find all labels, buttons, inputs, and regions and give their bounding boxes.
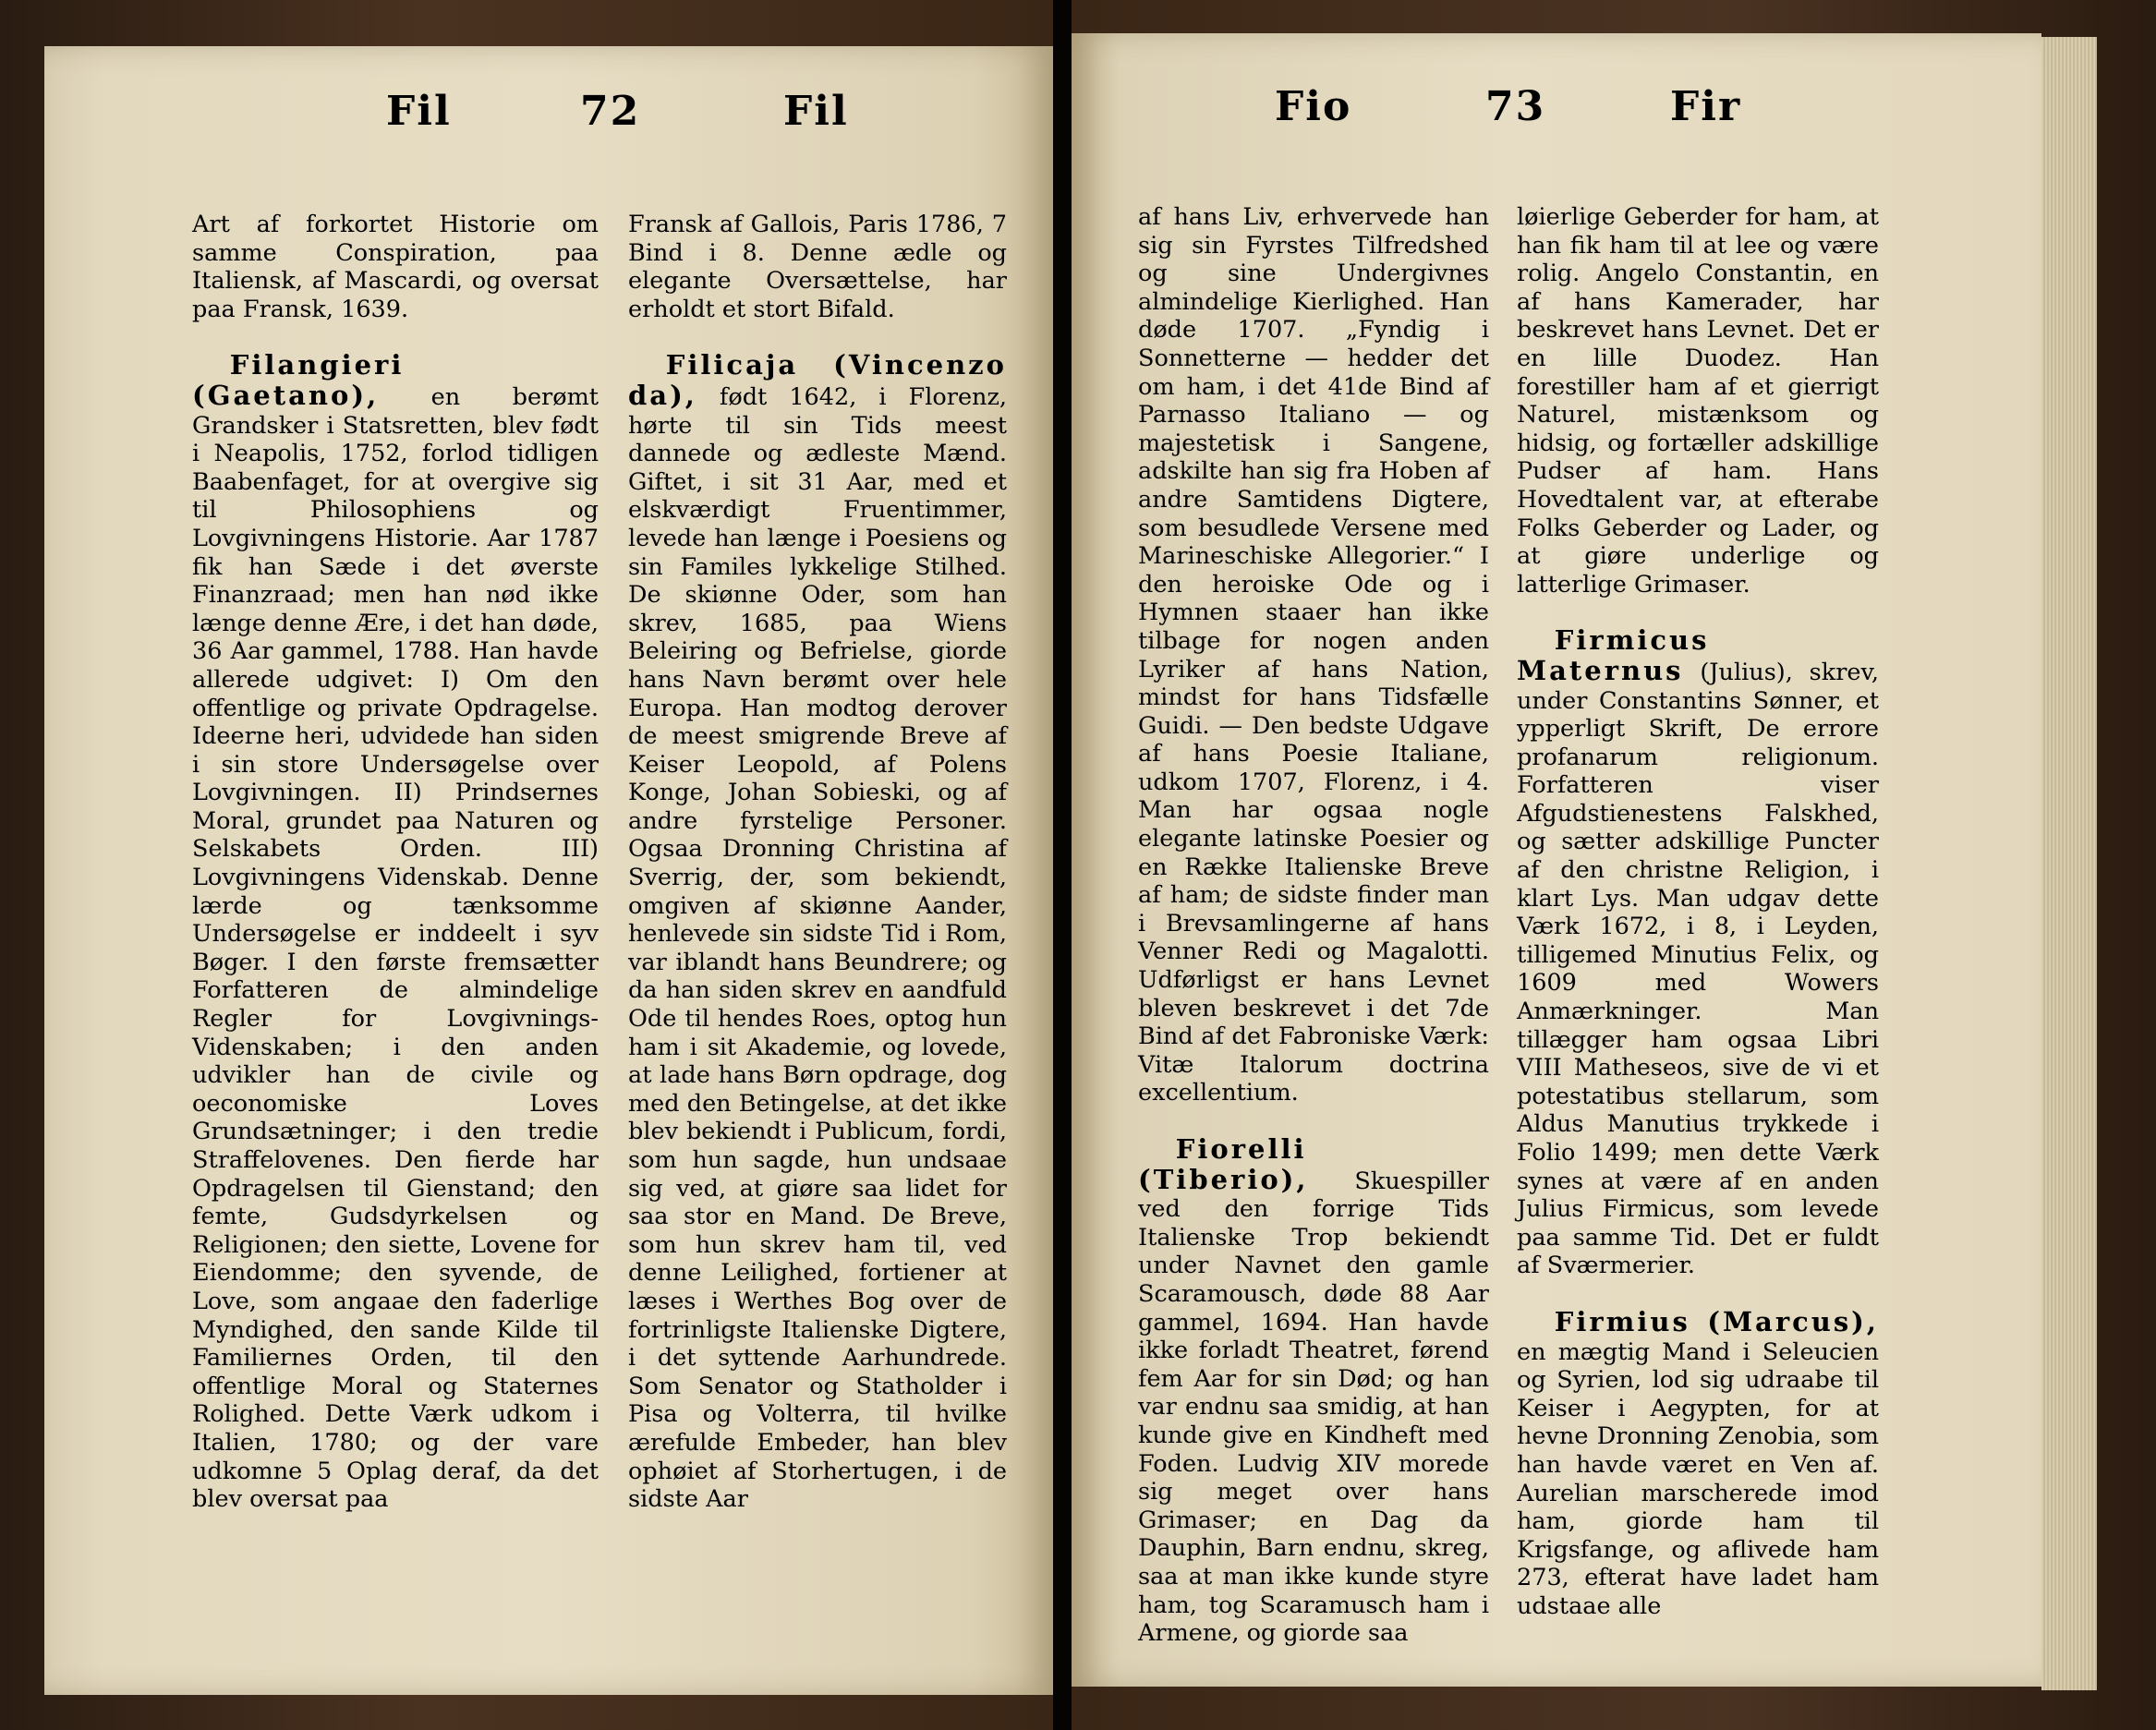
entry-heading: Firmius (Marcus), (1554, 1305, 1879, 1337)
entry-heading: Fiorelli (Tiberio), (1138, 1133, 1309, 1195)
right-page-column-1 (1138, 203, 1489, 1676)
entry-fiorelli (1138, 1135, 1489, 1648)
entry-heading: Firmicus Maternus (1517, 624, 1710, 686)
paragraph-continued: Fransk af Gallois, Paris 1786, 7 Bind i 8. Denne ædle og elegante Oversættelse, har erholdt et stort Bifald. (628, 211, 1007, 323)
entry-filicaja (628, 351, 1007, 1513)
entry-body: Skuespiller ved den forrige Tids Italienske Trop bekiendt under Navnet den gamle Scaramousch, døde 88 Aar gammel, 1694. Han havde ikke forladt Theatret, førend fem Aar for sin Død; og han var endnu saa smidig, at han kunde give en Kindheft med Foden. Ludvig XIV morede sig meget over hans Grimaser; en Dag da Dauphin, Barn endnu, skreg, saa at man ikke kunde styre ham, tog Scaramusch ham i Armene, og giorde saa (1138, 1167, 1489, 1648)
entry-firmicus-maternus (1517, 626, 1879, 1280)
paragraph-continued: Art af forkortet Historie om samme Conspiration, paa Italiensk, af Mascardi, og oversat paa Fransk, 1639. (192, 211, 599, 323)
left-page-number: 72 (580, 88, 641, 135)
entry-body: født 1642, i Florenz, hørte til sin Tids meest dannede og ædleste Mænd. Giftet, i sit 31 Aar, med et elskværdigt Fruentimmer, levede han længe i Poesiens og sin Familes lykkelige Stilhed. De skiønne Oder, som han skrev, 1685, paa Wiens Beleiring og Befrielse, giorde hans Navn berømt over hele Europa. Han modtog derover de meest smigrende Breve af Keiser Leopold, af Polens Konge, Johan Sobieski, og af andre fyrstelige Personer. Ogsaa Dronning Christina af Sverrig, der, som bekiendt, omgiven af skiønne Aander, henlevede sin sidste Tid i Rom, var iblandt hans Beundrere; og da han siden skrev en aandfuld Ode til hendes Roes, optog hun ham i sit Akademie, og lovede, at lade hans Børn opdrage, dog med den Betingelse, at det ikke blev bekiendt i Publicum, fordi, som hun sagde, hun undsaae sig ved, at giøre saa lidet for saa stor en Mand. De Breve, som hun skrev ham til, ved denne Leilighed, fortiener at læses i Werthes Bog over de fortrinligste Italienske Digtere, i det syttende Aarhundrede. Som Senator og Statholder i Pisa og Volterra, til hvilke ærefulde Embeder, han blev ophøiet af Storhertugen, i de sidste Aar (628, 382, 1007, 1514)
left-page-column-1 (192, 211, 599, 1542)
left-page-column-2 (628, 211, 1007, 1542)
entry-firmius (1517, 1305, 1879, 1621)
entry-heading: Filangieri (Gaetano), (192, 349, 405, 411)
paragraph-continued: af hans Liv, erhvervede han sig sin Fyrstes Tilfredshed og sine Undergivnes almindelige Kierlighed. Han døde 1707. „Fyndig i Sonnetterne — hedder det om ham, i det 41de Bind af Parnasso Italiano — og majestetisk i Sangene, adskilte han sig fra Hoben af andre Samtidens Digtere, som besudlede Versene med Marineschiske Allegorier.“ I den heroiske Ode og i Hymnen staaer han ikke tilbage for nogen anden Lyriker af hans Nation, mindst for hans Tidsfælle Guidi. — Den bedste Udgave af hans Poesie Italiane, udkom 1707, Florenz, i 4. Man har ogsaa nogle elegante latinske Poesier og en Række Italienske Breve af ham; de sidste finder man i Brevsamlingerne af hans Venner Redi og Magalotti. Udførligst er hans Levnet bleven beskrevet i det 7de Bind af det Fabroniske Værk: Vitæ Italorum doctrina excellentium. (1138, 203, 1489, 1107)
gutter (1053, 0, 1072, 1730)
right-page-header (0, 83, 2156, 166)
entry-body: (Julius), skrev, under Constantins Sønner, et ypperligt Skrift, De errore profanarum religionum. Forfatteren viser Afgudstienestens Falskhed, og sætter adskillige Puncter af den christne Religion, i klart Lys. Man udgav dette Værk 1672, i 8, i Leyden, tilligemed Minutius Felix, og 1609 med Wowers Anmærkninger. Man tillægger ham ogsaa Libri VIII Matheseos, sive de vi et potestatibus stellarum, som Aldus Manutius trykkede i Folio 1499; men dette Værk synes at være af en anden Julius Firmicus, som levede paa samme Tid. Det er fuldt af Sværmerier. (1517, 658, 1879, 1280)
entry-body: en mægtig Mand i Seleucien og Syrien, lod sig udraabe til Keiser i Aegypten, for at hevne Dronning Zenobia, som han havde været en Ven af. Aurelian marscherede imod ham, giorde ham til Krigsfange, og aflivede ham 273, efterat have ladet ham udstaae alle (1517, 1337, 1879, 1620)
entry-heading: Filicaja (Vincenzo da), (628, 349, 1007, 411)
entry-filangieri (192, 351, 599, 1513)
page-edges (2041, 37, 2097, 1690)
right-header-word-right: Fir (1670, 83, 1742, 130)
entry-body: en berømt Grandsker i Statsretten, blev født i Neapolis, 1752, forlod tidligen Baabenfaget, for at overgive sig til Philosophiens og Lovgivningens Historie. Aar 1787 fik han Sæde i det øverste Finanzraad; men han nød ikke længe denne Ære, i det han døde, 36 Aar gammel, 1788. Han havde allerede udgivet: I) Om den offentlige og private Opdragelse. Ideerne heri, udvidede han siden i sin store Undersøgelse over Lovgivningen. II) Prindsernes Moral, grundet paa Naturen og Selskabets Orden. III) Lovgivningens Videnskab. Denne lærde og tænksomme Undersøgelse er inddeelt i syv Bøger. I den første fremsætter Forfatteren de almindelige Regler for Lovgivnings-Videnskaben; i den anden udvikler han de civile og oeconomiske Loves Grundsætninger; i den tredie Straffelovenes. Den fierde har Opdragelsen til Gienstand; den femte, Gudsdyrkelsen og Religionen; den siette, Lovene for Eiendomme; den syvende, de Love, som angaae den faderlige Myndighed, den sande Kilde til Familiernes Orden, til den offentlige Moral og Staternes Rolighed. Dette Værk udkom i Italien, 1780; og der vare udkomne 5 Oplag deraf, da det blev oversat paa (192, 382, 599, 1514)
right-page-column-2 (1517, 203, 1879, 1649)
left-header-word-left: Fil (386, 88, 452, 135)
right-page-number: 73 (1485, 83, 1546, 130)
paragraph-continued: løierlige Geberder for ham, at han fik ham til at lee og være rolig. Angelo Constantin, en af hans Kamerader, har beskrevet hans Levnet. Det er en lille Duodez. Han forestiller ham af et gierrigt Naturel, mistænksom og hidsig, og fortæller adskillige Pudser af ham. Hans Hovedtalent var, at efterabe Folks Geberder og Lader, og at giøre underlige og latterlige Grimaser. (1517, 203, 1879, 599)
right-header-word-left: Fio (1275, 83, 1352, 130)
left-header-word-right: Fil (783, 88, 849, 135)
